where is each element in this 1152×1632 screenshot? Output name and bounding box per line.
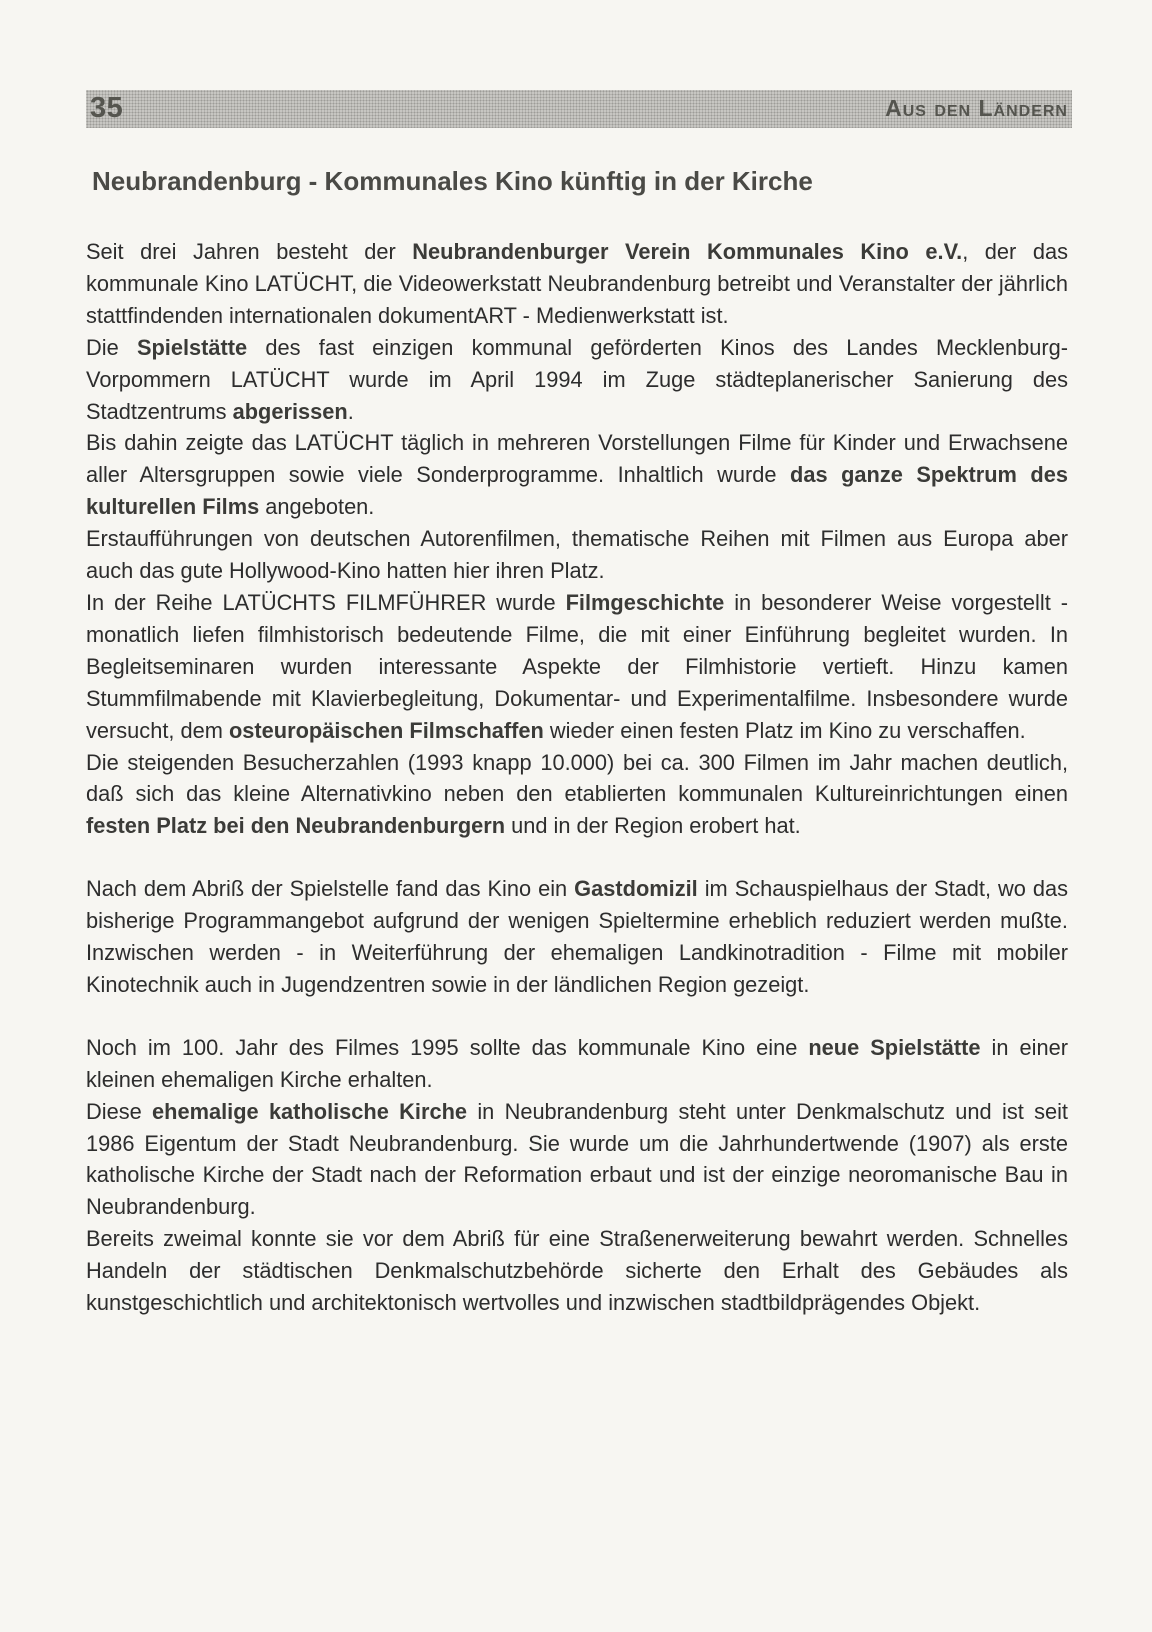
page-number: 35	[90, 92, 124, 124]
paragraph	[86, 1096, 1068, 1224]
paragraph	[86, 873, 1068, 1001]
paragraph	[86, 523, 1068, 587]
paragraph	[86, 236, 1068, 332]
section-title: Aus den Ländern	[885, 95, 1068, 121]
paragraph	[86, 427, 1068, 523]
paragraph-text: Die steigenden Besucherzahlen (1993 knapp 10.000) bei ca. 300 Filmen im Jahr machen deutlich, daß sich das kleine Alternativkino neben den etablierten kommunalen Kultureinrichtungen einen	[86, 749, 1068, 807]
emphasis-text: osteuropäischen Filmschaffen	[228, 717, 544, 743]
article-title: Neubrandenburg - Kommunales Kino künftig in der Kirche	[92, 166, 813, 196]
paragraph-text: Nach dem Abriß der Spielstelle fand das Kino ein	[86, 876, 575, 902]
paragraph-text: des fast einzigen kommunal geförderten Kinos des Landes Mecklenburg-Vorpommern LATÜCHT wurde im April 1994 im Zuge städteplanerischer Sanierung des Stadtzentrums	[86, 334, 1069, 424]
paragraph-text: Noch im 100. Jahr des Filmes 1995 sollte das kommunale Kino eine	[86, 1034, 809, 1060]
paragraph-text: und in der Region erobert hat.	[505, 813, 801, 839]
paragraph	[86, 1223, 1068, 1319]
paragraph-text: wieder einen festen Platz im Kino zu verschaffen.	[543, 717, 1026, 743]
paragraph-text: Bis dahin zeigte das LATÜCHT täglich in mehreren Vorstellungen Filme für Kinder und Erwachsene aller Altersgruppen sowie viele Sonderprogramme. Inhaltlich wurde	[86, 430, 1068, 488]
paragraph-text: Seit drei Jahren besteht der	[86, 239, 413, 264]
paragraph	[86, 747, 1068, 843]
emphasis-text: ehemalige katholische Kirche	[152, 1098, 468, 1124]
emphasis-text: Spielstätte	[136, 334, 248, 360]
paragraph-text: In der Reihe LATÜCHTS FILMFÜHRER wurde	[86, 589, 566, 615]
emphasis-text: Neubrandenburger Verein Kommunales Kino e.V.	[412, 239, 963, 264]
paragraph-text: angeboten.	[259, 494, 375, 520]
emphasis-text: das ganze Spektrum des kulturellen Films	[86, 462, 1068, 520]
paragraph	[86, 587, 1068, 747]
paragraph-text: Diese	[86, 1098, 153, 1124]
paragraph-text: im Schauspielhaus der Stadt, wo das bisherige Programmangebot aufgrund der wenigen Spieltermine erheblich reduziert werden mußte. Inzwischen werden - in Weiterführung der ehemaligen Landkinotradition - Filme mit mobiler Kinotechnik auch in Jugendzentren sowie in der ländlichen Region gezeigt.	[86, 876, 1068, 997]
emphasis-text: festen Platz bei den Neubrandenburgern	[86, 813, 506, 839]
paragraph-text: Die	[86, 334, 137, 360]
emphasis-text: abgerissen	[232, 398, 348, 424]
emphasis-text: Gastdomizil	[574, 876, 698, 902]
paragraph-text: Bereits zweimal konnte sie vor dem Abriß für eine Straßenerweiterung bewahrt werden. Schnelles Handeln der städtischen Denkmalschutzbehörde sicherte den Erhalt des Gebäudes als kunstgeschichtlich und architektonisch wertvolles und inzwischen stadtbildprägendes Objekt.	[86, 1226, 1068, 1316]
article-body	[86, 236, 1068, 1319]
emphasis-text: neue Spielstätte	[808, 1034, 981, 1060]
paragraph	[86, 1032, 1068, 1096]
paragraph-text: in Neubrandenburg steht unter Denkmalschutz und ist seit 1986 Eigentum der Stadt Neubrandenburg. Sie wurde um die Jahrhundertwende (1907) als erste katholische Kirche der Stadt nach der Reformation erbaut und ist der einzige neoromanische Bau in Neubrandenburg.	[86, 1098, 1068, 1220]
running-header	[86, 90, 1072, 128]
emphasis-text: Filmgeschichte	[565, 589, 725, 615]
paragraph-text: in besonderer Weise vorgestellt - monatlich liefen filmhistorisch bedeutende Filme, die mit einer Einführung begleitet wurden. In Begleitseminaren wurden interessante Aspekte der Filmhistorie vertieft. Hinzu kamen Stummfilmabende mit Klavierbegleitung, Dokumentar- und Experimentalfilme. Insbesondere wurde versucht, dem	[86, 589, 1068, 743]
paragraph	[86, 332, 1068, 428]
paragraph-text: .	[347, 398, 354, 424]
paragraph-text: , der das kommunale Kino LATÜCHT, die Videowerkstatt Neubrandenburg betreibt und Veranstalter der jährlich stattfindenden internationalen dokumentART - Medienwerkstatt ist.	[86, 239, 1068, 328]
paragraph-text: in einer kleinen ehemaligen Kirche erhalten.	[86, 1034, 1068, 1092]
paragraph-text: Erstaufführungen von deutschen Autorenfilmen, thematische Reihen mit Filmen aus Europa aber auch das gute Hollywood-Kino hatten hier ihren Platz.	[86, 526, 1068, 584]
